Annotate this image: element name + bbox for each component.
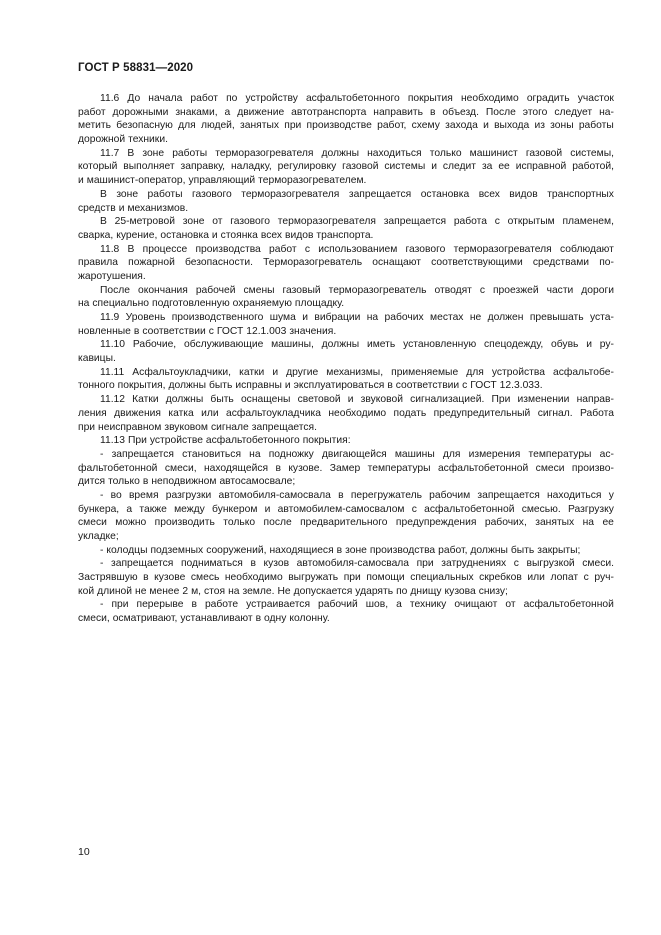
document-title: ГОСТ Р 58831—2020 [78, 62, 194, 74]
text-line: новленные в соответствии с ГОСТ 12.1.003 значения. [78, 325, 337, 337]
text-line: 11.8 В процессе производства работ с использованием газового терморазогревателя соблюдают [100, 243, 614, 255]
text-line: 11.11 Асфальтоукладчики, катки и другие механизмы, применяемые для устройства асфальтобе- [100, 366, 614, 378]
text-line: Застрявшую в кузове смесь необходимо выгружать при помощи специальных скребков или лопат с руч- [78, 572, 614, 584]
text-line: средств и механизмов. [78, 202, 189, 214]
text-line: укладке; [78, 531, 119, 542]
text-line: ления движения катка или асфальтоукладчика необходимо подать предупредительный сигнал. Работа [78, 407, 614, 419]
text-line: кавицы. [78, 353, 116, 365]
text-line: жаротушения. [78, 270, 146, 282]
paragraph [78, 489, 614, 544]
text-line: правила пожарной безопасности. Терморазогреватель оснащают соответствующими средствами по- [78, 257, 614, 269]
text-line: при неисправном звуковом сигнале запрещается. [78, 421, 317, 433]
text-line: смеси, осматривают, устанавливают в одну колонну. [78, 613, 330, 625]
text-line: фальтобетонной смеси, находящейся в кузове. Замер температуры асфальтобетонной смеси произво- [78, 462, 614, 474]
text-line: - при перерыве в работе устраивается рабочий шов, а технику очищают от асфальтобетонной [100, 599, 614, 611]
paragraph [78, 393, 614, 434]
paragraph [78, 434, 614, 448]
text-line: смеси можно производить только после предварительного предупреждения рабочих, занятых на ее [78, 517, 614, 529]
text-line: тонного покрытия, должны быть исправны и эксплуатироваться в соответствии с ГОСТ 12.3.033. [78, 380, 543, 392]
paragraph [78, 338, 614, 365]
text-line: В зоне работы газового терморазогревателя запрещается остановка всех видов транспортных [100, 188, 614, 200]
text-line: - запрещается подниматься в кузов автомобиля-самосвала при затруднениях с выгрузкой смеси. [100, 558, 614, 570]
document-body [78, 92, 614, 626]
text-line: дорожной техники. [78, 134, 168, 146]
text-line: работ дорожными знаками, а движение автотранспорта направить в объезд. После этого следует на- [78, 106, 614, 118]
text-line: 11.9 Уровень производственного шума и вибрации на рабочих местах не должен превышать уста- [100, 312, 614, 323]
paragraph [78, 215, 614, 242]
text-line: на специально подготовленную охраняемую площадку. [78, 298, 345, 310]
document-header [78, 62, 193, 74]
paragraph [78, 598, 614, 625]
paragraph [78, 188, 614, 215]
text-line: 11.7 В зоне работы терморазогревателя должны находиться только машинист газовой системы, [100, 147, 614, 159]
paragraph [78, 557, 614, 598]
text-line: - колодцы подземных сооружений, находящиеся в зоне производства работ, должны быть закрыты; [100, 544, 581, 556]
paragraph [78, 366, 614, 393]
text-line: 11.12 Катки должны быть оснащены световой и звуковой сигнализацией. При изменении направ- [100, 394, 614, 406]
text-line: дится только в неподвижном автосамосвале; [78, 476, 296, 488]
paragraph [78, 544, 614, 558]
text-line: бункера, а также между бункером и автомобилем-самосвалом с асфальтобетонной смесью. Разгрузку [78, 503, 614, 515]
text-line: - запрещается становиться на подножку двигающейся машины для измерения температуры ас- [100, 448, 614, 460]
page-number: 10 [78, 846, 90, 858]
paragraph [78, 284, 614, 311]
text-line: - во время разгрузки автомобиля-самосвала в перегружатель рабочим запрещается находиться у [100, 489, 614, 501]
text-line: кой длиной не менее 2 м, стоя на земле. Не допускается ударять по днищу кузова снизу; [78, 585, 508, 597]
text-line: 11.6 До начала работ по устройству асфальтобетонного покрытия необходимо оградить участок [100, 93, 614, 104]
paragraph [78, 92, 614, 147]
text-line: метить безопасную для людей, занятых при производстве работ, схему захода и выхода из зоны работы [78, 120, 614, 132]
text-line: 11.10 Рабочие, обслуживающие машины, должны иметь установленную спецодежду, обувь и ру- [100, 339, 614, 351]
text-line: 11.13 При устройстве асфальтобетонного покрытия: [100, 435, 351, 447]
paragraph [78, 311, 614, 338]
text-line: сварка, курение, остановка и стоянка всех видов транспорта. [78, 229, 374, 241]
text-line: После окончания рабочей смены газовый терморазогреватель отводят с проезжей части дороги [100, 284, 614, 296]
paragraph [78, 147, 614, 188]
text-line: и машинист-оператор, управляющий терморазогревателем. [78, 175, 367, 187]
text-line: который выполняет заправку, наладку, регулировку газовой системы и следит за ее исправной работой, [78, 161, 614, 173]
text-line: В 25-метровой зоне от газового терморазогревателя запрещается работа с открытым пламенем, [100, 216, 614, 228]
paragraph [78, 243, 614, 284]
paragraph [78, 448, 614, 489]
